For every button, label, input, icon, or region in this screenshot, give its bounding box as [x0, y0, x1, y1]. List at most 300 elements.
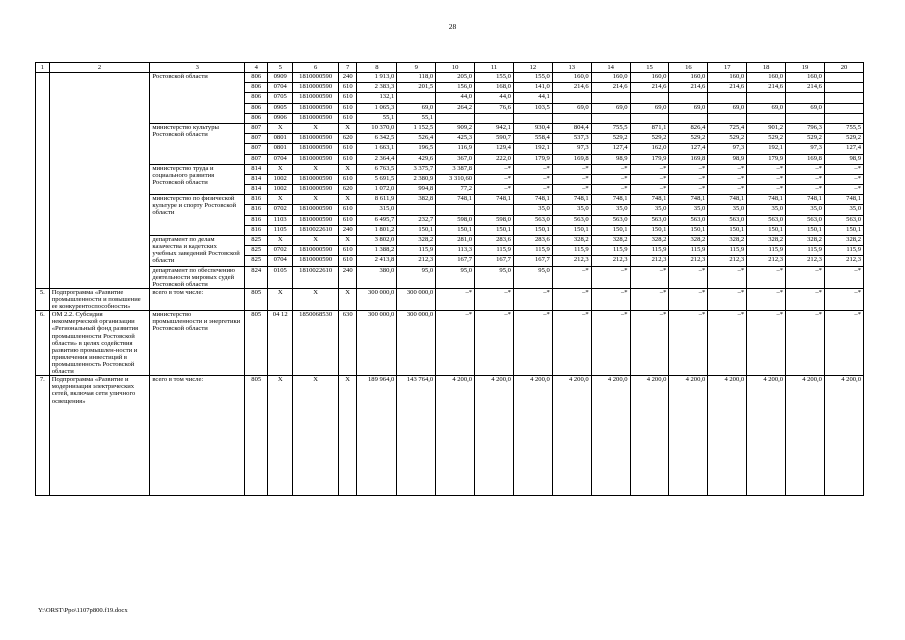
amount-cell: 4 200,0 [786, 376, 825, 496]
amount-cell: 95,0 [475, 266, 514, 288]
amount-cell: 529,2 [708, 134, 747, 144]
column-header: 18 [747, 63, 786, 73]
executor-cell: Ростовской области [150, 73, 245, 124]
amount-cell: 300 000,0 [357, 311, 397, 376]
amount-cell: –* [630, 174, 669, 184]
executor-cell: департамент по обеспечению деятельности мировых судей Ростовской области [150, 266, 245, 288]
amount-cell: 1 072,0 [357, 185, 397, 195]
table-row [36, 73, 864, 83]
amount-cell [397, 205, 436, 215]
amount-cell: –* [747, 164, 786, 174]
amount-cell: 160,0 [669, 73, 708, 83]
code-cell: 1810000590 [293, 93, 339, 103]
table-body [36, 63, 864, 496]
code-cell: 807 [245, 144, 268, 154]
code-cell: 1103 [268, 215, 293, 225]
amount-cell: 132,1 [357, 93, 397, 103]
amount-cell: 942,1 [475, 123, 514, 133]
amount-cell: –* [708, 164, 747, 174]
amount-cell: 150,1 [552, 225, 591, 235]
column-header: 4 [245, 63, 268, 73]
amount-cell: 115,9 [708, 246, 747, 256]
amount-cell [824, 103, 863, 113]
amount-cell: 529,2 [669, 134, 708, 144]
amount-cell: 328,2 [397, 236, 436, 246]
amount-cell: 4 200,0 [436, 376, 475, 496]
amount-cell: 315,0 [357, 205, 397, 215]
amount-cell: –* [591, 185, 630, 195]
code-cell: Х [339, 164, 357, 174]
amount-cell: 598,0 [475, 215, 514, 225]
amount-cell: 212,3 [669, 256, 708, 266]
column-header: 3 [150, 63, 245, 73]
code-cell: Х [339, 195, 357, 205]
amount-cell: –* [591, 288, 630, 310]
column-header: 13 [552, 63, 591, 73]
code-cell: 806 [245, 103, 268, 113]
amount-cell: –* [591, 174, 630, 184]
amount-cell: 167,7 [475, 256, 514, 266]
amount-cell: 201,5 [397, 83, 436, 93]
amount-cell: 150,1 [708, 225, 747, 235]
amount-cell: 214,6 [786, 83, 825, 93]
amount-cell: –* [552, 288, 591, 310]
amount-cell: 189 964,0 [357, 376, 397, 496]
amount-cell: 76,6 [475, 103, 514, 113]
amount-cell: 214,6 [630, 83, 669, 93]
amount-cell: 115,9 [669, 246, 708, 256]
amount-cell: 755,5 [824, 123, 863, 133]
amount-cell: 160,0 [552, 73, 591, 83]
program-name-cell: ОМ 2.2. Субсидия некоммерческой организации «Региональный фонд развития промышленности Ростовской области» в целях содействия развитию промышлен-ности и привлечения инвестиций в промышленность Ростовской области [49, 311, 150, 376]
code-cell: Х [268, 236, 293, 246]
amount-cell: 167,7 [436, 256, 475, 266]
amount-cell: –* [552, 164, 591, 174]
amount-cell: –* [824, 164, 863, 174]
amount-cell [591, 113, 630, 123]
amount-cell: 116,9 [436, 144, 475, 154]
executor-cell: департамент по делам казачества и кадетских учебных заведений Ростовской области [150, 236, 245, 267]
amount-cell: –* [475, 311, 514, 376]
amount-cell: 10 370,0 [357, 123, 397, 133]
amount-cell: 328,2 [786, 236, 825, 246]
amount-cell: –* [591, 164, 630, 174]
amount-cell: –* [436, 311, 475, 376]
amount-cell [786, 113, 825, 123]
code-cell: 610 [339, 256, 357, 266]
amount-cell: –* [824, 311, 863, 376]
amount-cell: 4 200,0 [747, 376, 786, 496]
amount-cell: –* [552, 266, 591, 288]
amount-cell: 6 763,5 [357, 164, 397, 174]
code-cell: 610 [339, 144, 357, 154]
amount-cell: 1 801,2 [357, 225, 397, 235]
executor-cell: всего в том числе: [150, 288, 245, 310]
executor-cell: министерство труда и социального развития Ростовской области [150, 164, 245, 195]
amount-cell: 35,0 [669, 205, 708, 215]
amount-cell: –* [747, 311, 786, 376]
amount-cell: –* [786, 311, 825, 376]
amount-cell: 563,0 [591, 215, 630, 225]
amount-cell [475, 205, 514, 215]
amount-cell: 162,0 [630, 144, 669, 154]
amount-cell: 5 691,5 [357, 174, 397, 184]
code-cell: 825 [245, 256, 268, 266]
code-cell: Х [293, 236, 339, 246]
amount-cell: –* [786, 164, 825, 174]
amount-cell: 529,2 [630, 134, 669, 144]
row-number-cell: 6. [36, 311, 50, 376]
code-cell: 0704 [268, 256, 293, 266]
amount-cell: 328,2 [824, 236, 863, 246]
amount-cell: 283,6 [475, 236, 514, 246]
column-header: 10 [436, 63, 475, 73]
amount-cell: –* [475, 174, 514, 184]
amount-cell: 150,1 [475, 225, 514, 235]
column-header: 6 [293, 63, 339, 73]
code-cell: 807 [245, 154, 268, 164]
amount-cell: 127,4 [824, 144, 863, 154]
table-row [36, 123, 864, 133]
amount-cell: –* [630, 164, 669, 174]
code-cell: 814 [245, 174, 268, 184]
amount-cell: 150,1 [513, 225, 552, 235]
code-cell: 1810000590 [293, 113, 339, 123]
amount-cell: 563,0 [708, 215, 747, 225]
amount-cell: 115,9 [591, 246, 630, 256]
amount-cell: 994,8 [397, 185, 436, 195]
code-cell: Х [339, 123, 357, 133]
amount-cell: 748,1 [669, 195, 708, 205]
amount-cell: 150,1 [397, 225, 436, 235]
code-cell: 0905 [268, 103, 293, 113]
amount-cell: 205,0 [436, 73, 475, 83]
amount-cell: –* [630, 311, 669, 376]
amount-cell: –* [708, 311, 747, 376]
amount-cell: –* [669, 164, 708, 174]
amount-cell: 212,3 [397, 256, 436, 266]
amount-cell: 328,2 [669, 236, 708, 246]
amount-cell: 748,1 [436, 195, 475, 205]
amount-cell: 143 764,0 [397, 376, 436, 496]
amount-cell: –* [747, 288, 786, 310]
code-cell: 630 [339, 311, 357, 376]
code-cell: 814 [245, 164, 268, 174]
code-cell: 806 [245, 93, 268, 103]
amount-cell: 2 383,3 [357, 83, 397, 93]
code-cell: 1810000590 [293, 256, 339, 266]
amount-cell: –* [747, 185, 786, 195]
amount-cell: –* [630, 266, 669, 288]
page-number: 28 [448, 22, 457, 31]
amount-cell: –* [475, 185, 514, 195]
amount-cell: 2 413,8 [357, 256, 397, 266]
amount-cell: 4 200,0 [591, 376, 630, 496]
amount-cell: 748,1 [786, 195, 825, 205]
amount-cell: 3 387,8 [436, 164, 475, 174]
column-header: 19 [786, 63, 825, 73]
code-cell: 610 [339, 215, 357, 225]
footer-file-path: Y:\ORST\Ppo\1107p800.f19.docx [38, 607, 128, 614]
row-number-cell [36, 73, 50, 289]
amount-cell [824, 113, 863, 123]
amount-cell: 748,1 [747, 195, 786, 205]
amount-cell: 796,3 [786, 123, 825, 133]
amount-cell: 129,4 [475, 144, 514, 154]
amount-cell: 95,0 [436, 266, 475, 288]
amount-cell: 167,7 [513, 256, 552, 266]
amount-cell: 44,0 [475, 93, 514, 103]
code-cell: 610 [339, 83, 357, 93]
table-row [36, 311, 864, 376]
row-number-cell: 5. [36, 288, 50, 310]
amount-cell: 127,4 [591, 144, 630, 154]
code-cell: 1002 [268, 185, 293, 195]
amount-cell: –* [747, 266, 786, 288]
amount-cell: –* [552, 311, 591, 376]
amount-cell: 95,0 [397, 266, 436, 288]
code-cell: Х [293, 288, 339, 310]
amount-cell: 748,1 [708, 195, 747, 205]
code-cell: 1810000590 [293, 246, 339, 256]
amount-cell: 748,1 [824, 195, 863, 205]
amount-cell: 328,2 [708, 236, 747, 246]
amount-cell: 537,3 [552, 134, 591, 144]
code-cell: Х [268, 195, 293, 205]
code-cell: 610 [339, 154, 357, 164]
amount-cell: 156,0 [436, 83, 475, 93]
amount-cell: 328,2 [747, 236, 786, 246]
amount-cell: 179,9 [630, 154, 669, 164]
amount-cell: 179,9 [513, 154, 552, 164]
amount-cell: 150,1 [436, 225, 475, 235]
code-cell: 824 [245, 266, 268, 288]
amount-cell: 748,1 [475, 195, 514, 205]
table-row [36, 376, 864, 496]
code-cell: 610 [339, 113, 357, 123]
amount-cell: 97,3 [786, 144, 825, 154]
amount-cell: 115,9 [552, 246, 591, 256]
amount-cell: 563,0 [552, 215, 591, 225]
amount-cell: 563,0 [747, 215, 786, 225]
amount-cell: 563,0 [786, 215, 825, 225]
amount-cell: 97,3 [552, 144, 591, 154]
amount-cell: 871,1 [630, 123, 669, 133]
amount-cell [552, 113, 591, 123]
amount-cell: 35,0 [513, 205, 552, 215]
amount-cell: 69,0 [397, 103, 436, 113]
code-cell: 0909 [268, 73, 293, 83]
amount-cell: 115,9 [630, 246, 669, 256]
code-cell: 1810000590 [293, 154, 339, 164]
amount-cell: 155,0 [513, 73, 552, 83]
amount-cell: 328,2 [591, 236, 630, 246]
amount-cell: 804,4 [552, 123, 591, 133]
amount-cell [824, 83, 863, 93]
amount-cell: 97,3 [708, 144, 747, 154]
amount-cell [669, 113, 708, 123]
executor-cell: министерство культуры Ростовской области [150, 123, 245, 164]
amount-cell: 4 200,0 [669, 376, 708, 496]
code-cell: 825 [245, 236, 268, 246]
amount-cell: 118,0 [397, 73, 436, 83]
code-cell: 1810000590 [293, 215, 339, 225]
column-header: 11 [475, 63, 514, 73]
amount-cell: 212,3 [747, 256, 786, 266]
amount-cell: 425,3 [436, 134, 475, 144]
amount-cell: 115,9 [747, 246, 786, 256]
amount-cell: 4 200,0 [513, 376, 552, 496]
amount-cell: 563,0 [669, 215, 708, 225]
amount-cell: 558,4 [513, 134, 552, 144]
amount-cell [786, 93, 825, 103]
code-cell: 610 [339, 174, 357, 184]
amount-cell: 214,6 [591, 83, 630, 93]
amount-cell: 214,6 [747, 83, 786, 93]
amount-cell: 155,0 [475, 73, 514, 83]
amount-cell: –* [630, 185, 669, 195]
amount-cell: 55,1 [397, 113, 436, 123]
code-cell: 240 [339, 266, 357, 288]
amount-cell: 529,2 [824, 134, 863, 144]
amount-cell: 930,4 [513, 123, 552, 133]
amount-cell: 69,0 [669, 103, 708, 113]
amount-cell [747, 93, 786, 103]
amount-cell: 725,4 [708, 123, 747, 133]
amount-cell: –* [513, 174, 552, 184]
amount-cell: 212,3 [824, 256, 863, 266]
amount-cell: 283,6 [513, 236, 552, 246]
amount-cell: 598,0 [436, 215, 475, 225]
amount-cell: 55,1 [357, 113, 397, 123]
amount-cell: –* [669, 288, 708, 310]
code-cell: 1810000590 [293, 83, 339, 93]
amount-cell: 300 000,0 [397, 311, 436, 376]
code-cell: 1810000590 [293, 174, 339, 184]
amount-cell: –* [669, 174, 708, 184]
amount-cell: 8 611,9 [357, 195, 397, 205]
code-cell: 816 [245, 205, 268, 215]
table-row [36, 288, 864, 310]
column-header: 2 [49, 63, 150, 73]
amount-cell [708, 113, 747, 123]
amount-cell: –* [708, 185, 747, 195]
amount-cell: –* [669, 266, 708, 288]
amount-cell: 69,0 [630, 103, 669, 113]
amount-cell: –* [786, 288, 825, 310]
amount-cell: 3 310,60 [436, 174, 475, 184]
code-cell: 1810000590 [293, 144, 339, 154]
amount-cell: –* [786, 185, 825, 195]
amount-cell [591, 93, 630, 103]
column-header: 14 [591, 63, 630, 73]
amount-cell: 113,3 [436, 246, 475, 256]
column-header: 20 [824, 63, 863, 73]
amount-cell: 214,6 [708, 83, 747, 93]
amount-cell [436, 205, 475, 215]
amount-cell: 212,3 [630, 256, 669, 266]
amount-cell: –* [591, 311, 630, 376]
header-row [36, 63, 864, 73]
code-cell: 806 [245, 83, 268, 93]
amount-cell: 300 000,0 [357, 288, 397, 310]
code-cell: 805 [245, 311, 268, 376]
amount-cell: 4 200,0 [475, 376, 514, 496]
code-cell: Х [293, 123, 339, 133]
amount-cell: –* [824, 266, 863, 288]
amount-cell: 98,9 [824, 154, 863, 164]
code-cell: 0906 [268, 113, 293, 123]
code-cell: 0702 [268, 246, 293, 256]
amount-cell: –* [436, 288, 475, 310]
amount-cell: 6 342,5 [357, 134, 397, 144]
column-header: 7 [339, 63, 357, 73]
code-cell: 620 [339, 185, 357, 195]
amount-cell [397, 93, 436, 103]
amount-cell: 69,0 [786, 103, 825, 113]
amount-cell: –* [591, 266, 630, 288]
amount-cell: 214,6 [552, 83, 591, 93]
program-name-cell: Подпрограмма «Развитие и модернизация электрических сетей, включая сети уличного освещения» [49, 376, 150, 496]
amount-cell: –* [552, 185, 591, 195]
code-cell: 816 [245, 225, 268, 235]
code-cell: Х [293, 164, 339, 174]
amount-cell [669, 93, 708, 103]
amount-cell: 380,0 [357, 266, 397, 288]
column-header: 15 [630, 63, 669, 73]
amount-cell: 429,6 [397, 154, 436, 164]
code-cell: 814 [245, 185, 268, 195]
amount-cell: –* [513, 185, 552, 195]
table-row [36, 195, 864, 205]
code-cell: 1810000590 [293, 205, 339, 215]
amount-cell: 748,1 [552, 195, 591, 205]
code-cell: 805 [245, 376, 268, 496]
code-cell: Х [339, 376, 357, 496]
amount-cell: 69,0 [747, 103, 786, 113]
amount-cell: 169,8 [669, 154, 708, 164]
amount-cell: –* [669, 311, 708, 376]
amount-cell: 69,0 [591, 103, 630, 113]
code-cell: 240 [339, 73, 357, 83]
amount-cell: 35,0 [552, 205, 591, 215]
code-cell: 807 [245, 123, 268, 133]
amount-cell [708, 93, 747, 103]
column-header: 8 [357, 63, 397, 73]
amount-cell: 160,0 [786, 73, 825, 83]
amount-cell: 160,0 [708, 73, 747, 83]
amount-cell: 3 802,0 [357, 236, 397, 246]
amount-cell: 212,3 [786, 256, 825, 266]
amount-cell: 748,1 [513, 195, 552, 205]
amount-cell: 300 000,0 [397, 288, 436, 310]
amount-cell: 160,0 [591, 73, 630, 83]
amount-cell [747, 113, 786, 123]
amount-cell: 192,1 [747, 144, 786, 154]
column-header: 17 [708, 63, 747, 73]
amount-cell: –* [824, 174, 863, 184]
column-header: 16 [669, 63, 708, 73]
column-header: 9 [397, 63, 436, 73]
executor-cell: министерство промышленности и энергетики Ростовской области [150, 311, 245, 376]
code-cell: 610 [339, 205, 357, 215]
amount-cell: 1 913,0 [357, 73, 397, 83]
amount-cell: 103,5 [513, 103, 552, 113]
amount-cell: 4 200,0 [708, 376, 747, 496]
amount-cell: 44,1 [513, 93, 552, 103]
amount-cell: 382,8 [397, 195, 436, 205]
code-cell: 620 [339, 134, 357, 144]
